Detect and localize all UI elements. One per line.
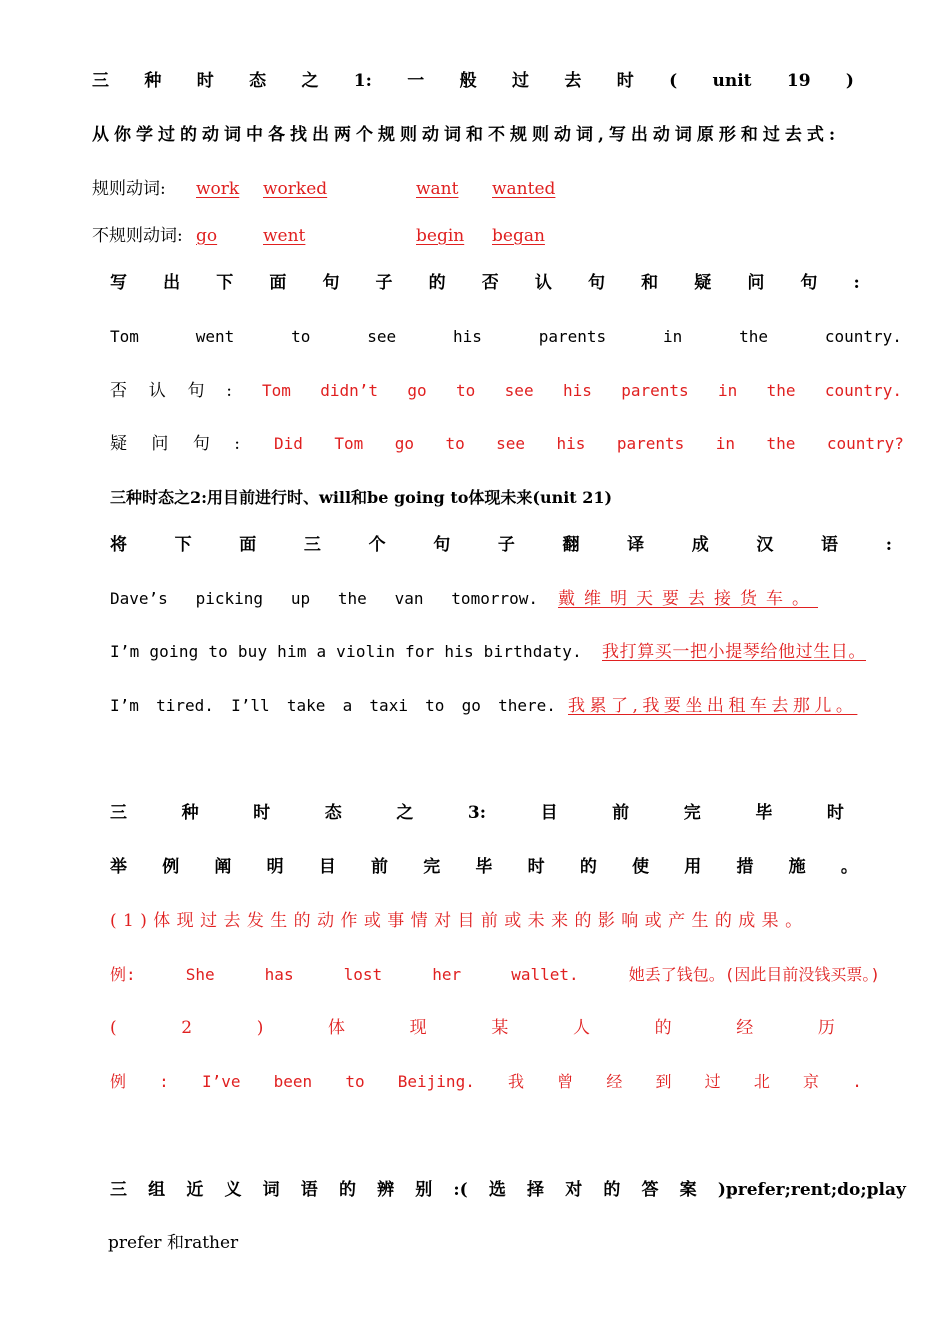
word: 问 — [747, 273, 765, 293]
word: 过 — [511, 71, 529, 91]
section2-title: 三种时态之2:用目前进行时、will和be going to体现未来(unit 21) — [110, 488, 613, 507]
word: in — [718, 381, 738, 400]
irregular-verb-2-past: began — [492, 226, 545, 246]
word: her — [432, 965, 462, 984]
word: parents — [538, 327, 607, 346]
word: 。 — [840, 857, 858, 877]
word: 时 — [253, 803, 271, 823]
word: 否 — [481, 273, 499, 293]
negative-line — [110, 380, 910, 404]
word: : — [853, 273, 860, 293]
word: 我 — [507, 1072, 524, 1091]
word: 出 — [163, 273, 181, 293]
word: 曾 — [557, 1072, 574, 1091]
word: 态 — [324, 803, 342, 823]
word: 语 — [300, 1180, 318, 1200]
word: : — [226, 381, 232, 401]
word: 去 — [564, 71, 582, 91]
word: country? — [826, 434, 904, 453]
word: 完 — [683, 803, 701, 823]
word: 组 — [148, 1180, 166, 1200]
word: van — [394, 589, 424, 608]
word: 的 — [654, 1018, 672, 1038]
word: 毕 — [475, 857, 493, 877]
word: 例: — [110, 965, 136, 984]
word: went — [195, 327, 235, 346]
word: Beijing. — [397, 1072, 475, 1091]
word: Did — [274, 434, 303, 453]
word: a — [342, 696, 353, 715]
word: the — [766, 434, 796, 453]
word: 时 — [527, 857, 545, 877]
word: 目 — [318, 857, 336, 877]
word: 时 — [616, 71, 634, 91]
word: 前 — [371, 857, 389, 877]
regular-verb-2: want — [416, 179, 459, 199]
word: 句 — [800, 273, 818, 293]
word: 的 — [338, 1180, 356, 1200]
regular-verbs-label: 规则动词: — [92, 179, 166, 199]
word: 句 — [322, 273, 340, 293]
word: 毕 — [755, 803, 773, 823]
word: 将 — [110, 535, 127, 555]
question-sentence — [274, 433, 904, 455]
word: 疑 — [694, 273, 712, 293]
word: 经 — [606, 1072, 623, 1091]
translation-item-2 — [110, 641, 925, 665]
word: to — [345, 1072, 365, 1091]
word: the — [766, 381, 796, 400]
word: 和 — [641, 273, 659, 293]
word: 经 — [736, 1018, 754, 1038]
word: 到 — [655, 1072, 672, 1091]
word: to — [456, 381, 476, 400]
translate-title — [110, 534, 892, 556]
word: see — [496, 434, 526, 453]
word: I’ve — [201, 1072, 241, 1091]
word: 京 — [803, 1072, 820, 1091]
word: 翻 — [562, 535, 580, 555]
word: I’ll — [231, 696, 270, 715]
word: Tom — [262, 381, 291, 400]
word: 般 — [459, 71, 477, 91]
word: : — [234, 434, 240, 454]
word: 问 — [151, 434, 169, 454]
word: 近 — [186, 1180, 204, 1200]
word: 疑 — [110, 434, 127, 454]
word: see — [367, 327, 397, 346]
word: 选 — [488, 1180, 506, 1200]
word: 某 — [491, 1018, 509, 1038]
word: 历 — [817, 1018, 835, 1038]
word: 人 — [572, 1018, 590, 1038]
original-sentence — [110, 326, 902, 348]
section4-subheading: prefer 和rather — [108, 1233, 239, 1253]
word: 答 — [641, 1180, 659, 1200]
section3-title — [110, 802, 844, 824]
translation-item-3-zh: 我累了,我要坐出租车去那儿。 — [568, 696, 858, 716]
word: 句 — [433, 535, 451, 555]
word: 三 — [92, 71, 109, 91]
word: ) — [845, 71, 854, 91]
word: 使 — [632, 857, 650, 877]
neg-question-title — [110, 272, 860, 294]
word: 句 — [587, 273, 605, 293]
word: 种 — [181, 803, 199, 823]
section1-title — [92, 70, 854, 92]
word: wallet. — [511, 965, 579, 984]
irregular-verbs-label: 不规则动词: — [92, 226, 183, 246]
irregular-verb-1: go — [196, 226, 218, 246]
translation-item-1 — [110, 588, 925, 612]
word: 用 — [684, 857, 702, 877]
word: up — [290, 589, 311, 608]
word: I’m — [110, 696, 139, 715]
example-2 — [110, 1071, 862, 1093]
word: taxi — [369, 696, 408, 715]
word: didn’t — [320, 381, 379, 400]
word: 面 — [239, 535, 257, 555]
word: 汉 — [756, 535, 774, 555]
word: country. — [824, 327, 902, 346]
word: 例 — [162, 857, 180, 877]
word: 义 — [224, 1180, 242, 1200]
word: 案 — [679, 1180, 697, 1200]
section3-question — [110, 856, 858, 878]
word: 施 — [788, 857, 806, 877]
word: 写 — [110, 273, 127, 293]
word: country. — [824, 381, 902, 400]
word: 认 — [534, 273, 552, 293]
word: 之 — [301, 71, 319, 91]
regular-verb-1: work — [196, 179, 240, 199]
example-1 — [110, 964, 880, 986]
word: to — [445, 434, 465, 453]
word: the — [739, 327, 769, 346]
word: 子 — [375, 273, 393, 293]
irregular-verb-1-past: went — [263, 226, 306, 246]
word: go — [461, 696, 481, 715]
irregular-verb-2: begin — [416, 226, 465, 246]
word: 三 — [303, 535, 321, 555]
point-2 — [110, 1017, 835, 1039]
word: : — [885, 535, 892, 555]
word: :( — [453, 1180, 468, 1200]
negative-sentence — [262, 380, 902, 402]
word: Tom — [110, 327, 139, 346]
word: 下 — [216, 273, 234, 293]
word: 之 — [396, 803, 414, 823]
word: the — [337, 589, 367, 608]
word: 否 — [110, 381, 127, 401]
word: 择 — [527, 1180, 545, 1200]
word: 目 — [540, 803, 558, 823]
section1-instruction: 从你学过的动词中各找出两个规则动词和不规则动词,写出动词原形和过去式: — [92, 125, 841, 145]
word: 19 — [786, 71, 811, 91]
word: there. — [498, 696, 556, 715]
word: ( — [669, 71, 678, 91]
question-label — [110, 433, 240, 455]
word: ( — [110, 1018, 117, 1038]
word: She — [185, 965, 215, 984]
word: in — [715, 434, 736, 453]
word: 句 — [187, 381, 205, 401]
word: 3: — [467, 803, 486, 823]
word: 例 — [110, 1072, 127, 1091]
word: parents — [616, 434, 685, 453]
word: 辨 — [377, 1180, 395, 1200]
word: 现 — [409, 1018, 427, 1038]
word: 认 — [148, 381, 166, 401]
word: 语 — [821, 535, 839, 555]
word: 三 — [110, 803, 127, 823]
word: 体 — [328, 1018, 346, 1038]
word: 时 — [196, 71, 214, 91]
word: parents — [621, 381, 689, 400]
word: 个 — [368, 535, 386, 555]
irregular-verbs-line — [92, 225, 892, 249]
word: take — [286, 696, 326, 715]
word: picking — [195, 589, 264, 608]
translation-item-2-zh: 我打算买一把小提琴给他过生日。 — [602, 642, 866, 662]
word: . — [852, 1072, 862, 1091]
word: 她丢了钱包。(因此目前没钱买票。) — [628, 965, 880, 984]
word: 词 — [262, 1180, 280, 1200]
translation-item-1-zh: 戴维明天要去接货车。 — [558, 589, 818, 609]
word: 一 — [407, 71, 425, 91]
word: has — [264, 965, 294, 984]
word: his — [556, 434, 586, 453]
word: been — [273, 1072, 313, 1091]
question-line — [110, 433, 910, 457]
word: unit — [712, 71, 752, 91]
word: tired. — [156, 696, 214, 715]
word: go — [407, 381, 427, 400]
word: 时 — [826, 803, 844, 823]
point-1: (1)体现过去发生的动作或事情对目前或未来的影响或产生的成果。 — [110, 911, 809, 931]
word: 种 — [144, 71, 162, 91]
word: Dave’s — [110, 589, 168, 608]
word: 举 — [110, 857, 127, 877]
word: 完 — [423, 857, 441, 877]
word: go — [394, 434, 414, 453]
regular-verb-2-past: wanted — [492, 179, 556, 199]
word: 句 — [192, 434, 210, 454]
regular-verbs-line — [92, 178, 892, 202]
word: to — [425, 696, 445, 715]
word: 译 — [627, 535, 645, 555]
word: 措 — [736, 857, 754, 877]
word: 2 — [181, 1018, 193, 1038]
word: 子 — [497, 535, 515, 555]
word: in — [663, 327, 683, 346]
word: lost — [343, 965, 383, 984]
translation-item-3-en — [110, 695, 556, 717]
translation-item-1-en — [110, 588, 538, 610]
translation-item-2-en: I’m going to buy him a violin for his birthdaty. — [110, 642, 582, 661]
word: 成 — [691, 535, 709, 555]
word: 的 — [428, 273, 446, 293]
word: 对 — [565, 1180, 583, 1200]
word: 态 — [249, 71, 267, 91]
word: his — [562, 381, 592, 400]
word: 别 — [415, 1180, 433, 1200]
word: 的 — [579, 857, 597, 877]
word: 下 — [174, 535, 192, 555]
negative-label — [110, 380, 232, 402]
word: his — [452, 327, 482, 346]
section4-title — [110, 1179, 906, 1201]
word: 的 — [603, 1180, 621, 1200]
translation-item-3 — [110, 695, 925, 719]
word: 面 — [269, 273, 287, 293]
word: 阐 — [214, 857, 232, 877]
regular-verb-1-past: worked — [263, 179, 328, 199]
word: ) — [256, 1018, 264, 1038]
word: to — [291, 327, 311, 346]
word: )prefer;rent;do;play — [717, 1180, 906, 1200]
word: tomorrow. — [451, 589, 538, 608]
word: see — [504, 381, 534, 400]
word: 过 — [704, 1072, 721, 1091]
word: 明 — [266, 857, 284, 877]
word: : — [159, 1072, 169, 1091]
word: Tom — [334, 434, 364, 453]
word: 前 — [612, 803, 630, 823]
word: 北 — [753, 1072, 770, 1091]
word: 三 — [110, 1180, 127, 1200]
word: 1: — [353, 71, 372, 91]
